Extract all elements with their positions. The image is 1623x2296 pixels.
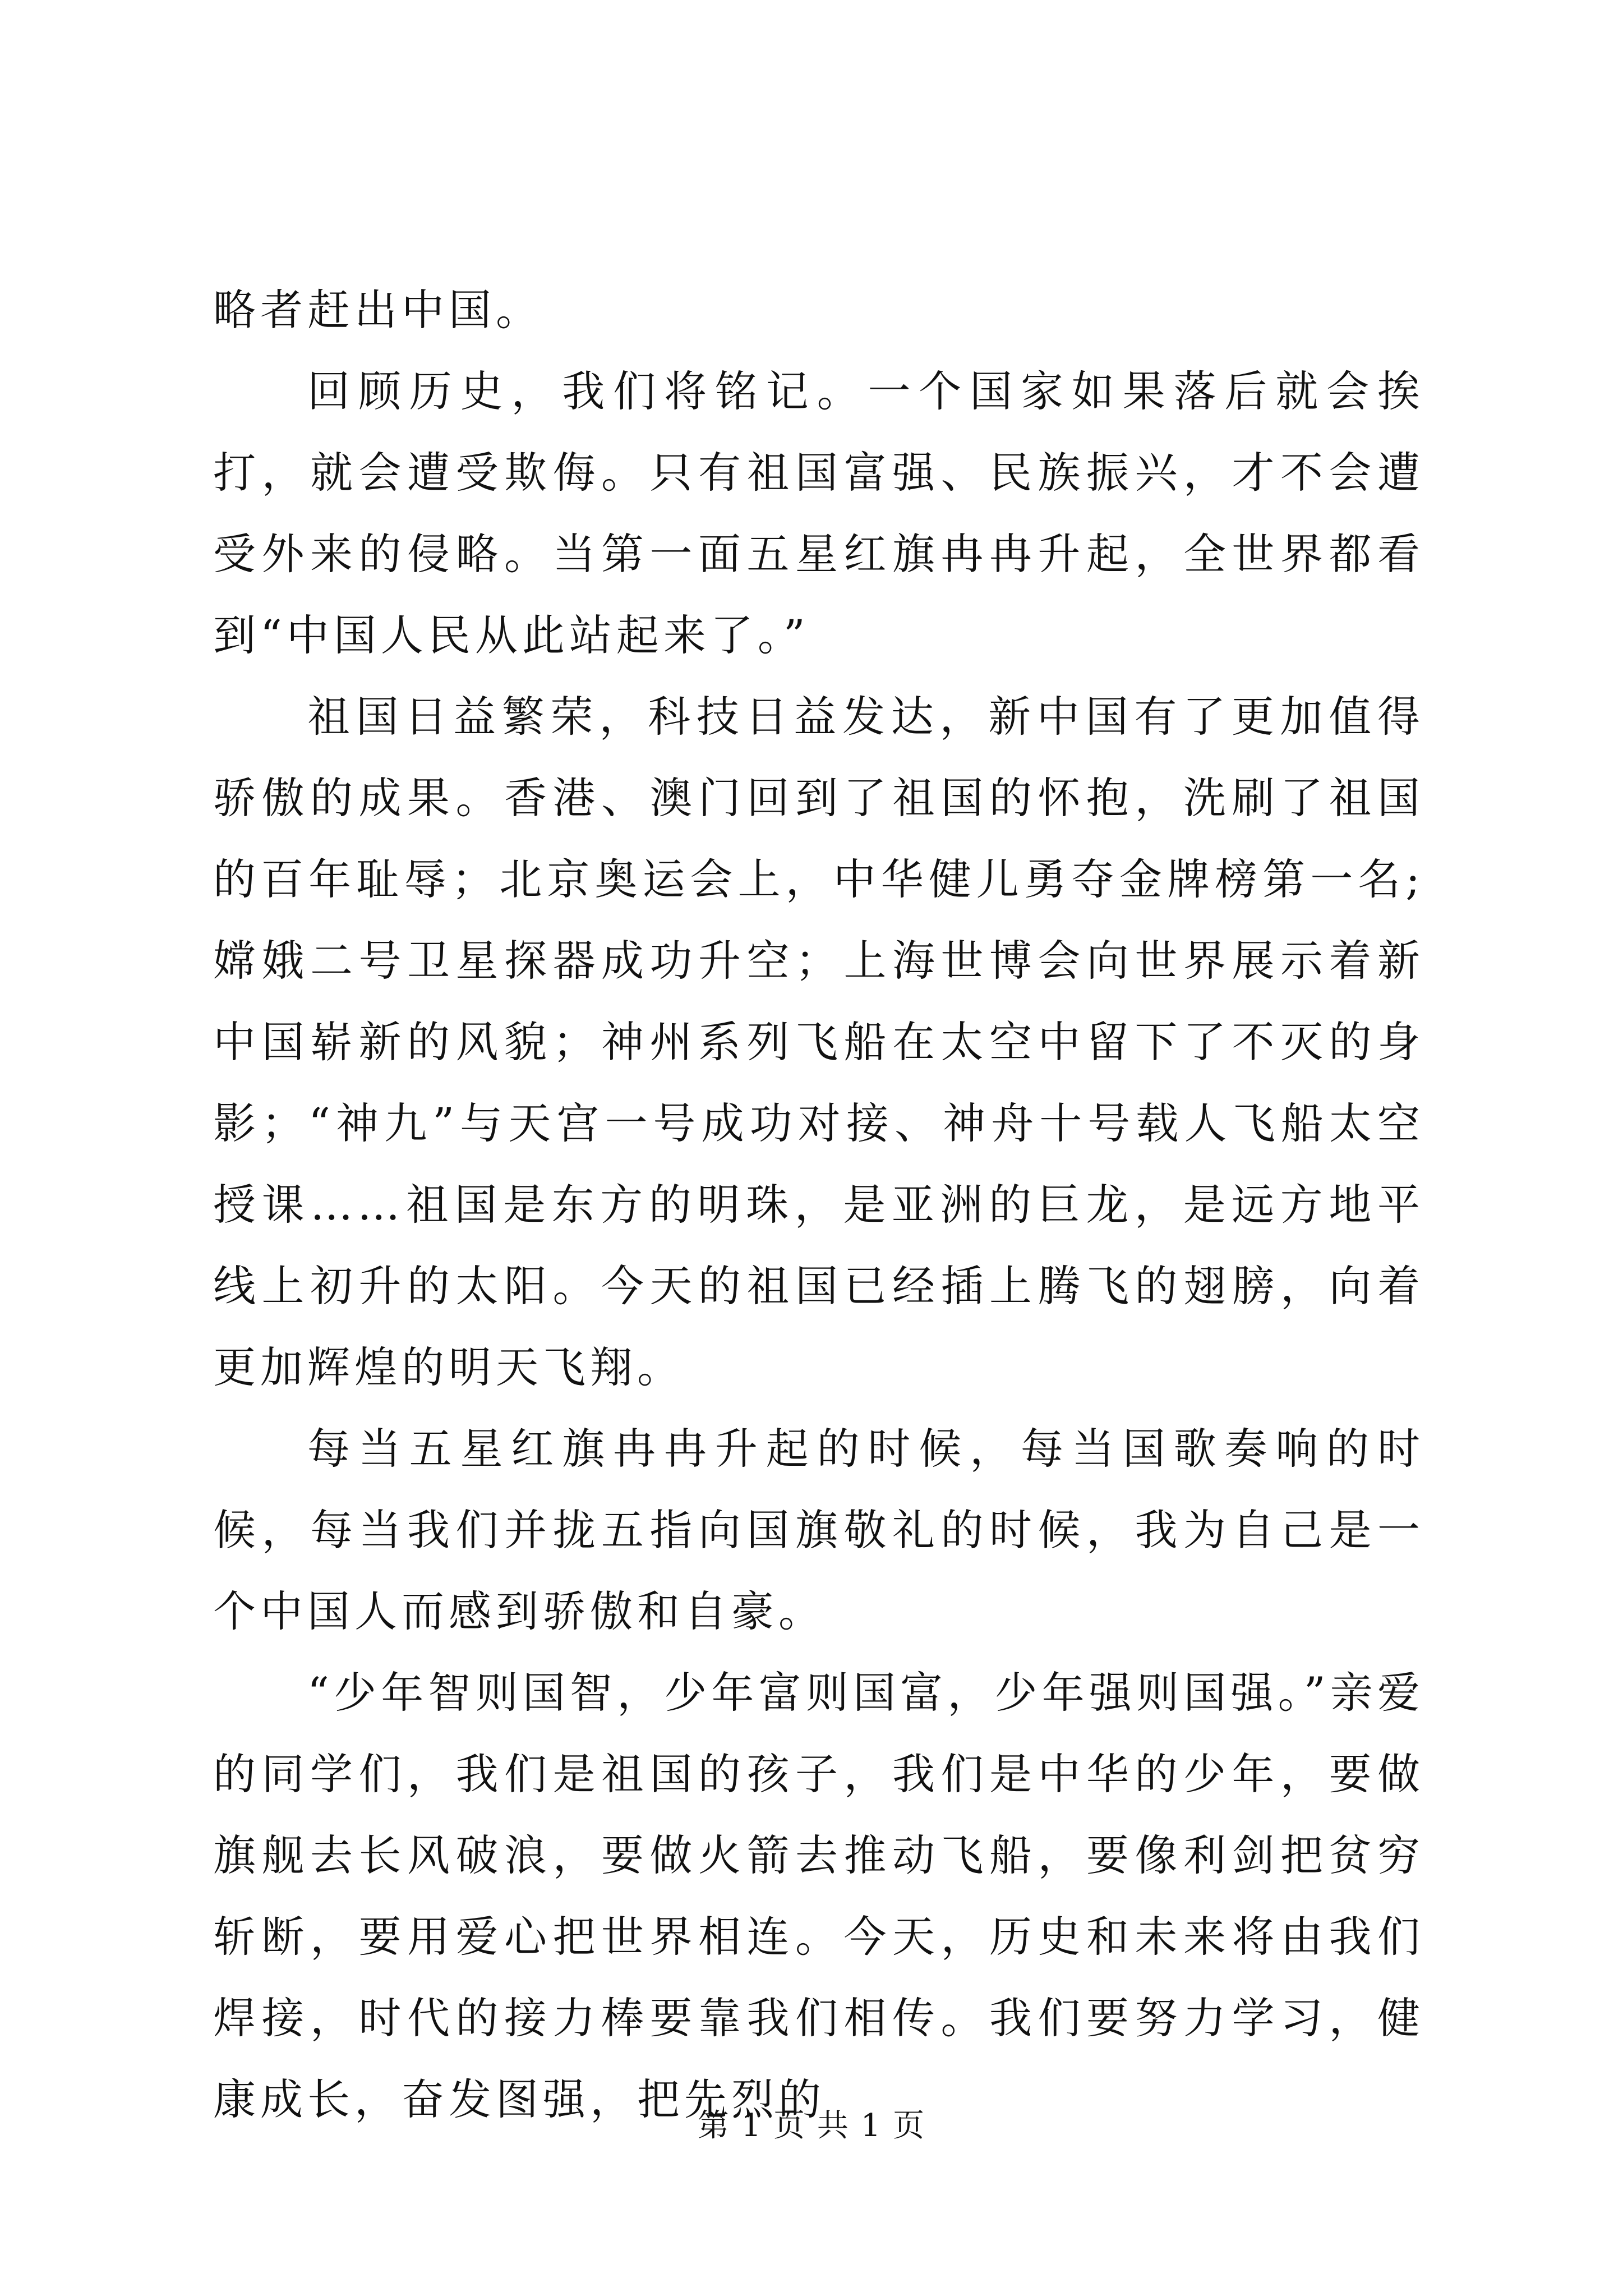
document-body (213, 269, 1424, 2140)
paragraph-2: 回顾历史，我们将铭记。一个国家如果落后就会挨打，就会遭受欺侮。只有祖国富强、民族振兴，才不会遭受外来的侵略。当第一面五星红旗冉冉升起，全世界都看到“中国人民从此站起来了。” (213, 366, 1424, 660)
paragraph-5: “少年智则国智，少年富则国富，少年强则国强。”亲爱的同学们，我们是祖国的孩子，我们是中华的少年，要做旗舰去长风破浪，要做火箭去推动飞船，要像利剑把贫穷斩断，要用爱心把世界相连。今天，历史和未来将由我们焊接，时代的接力棒要靠我们相传。我们要努力学习，健康成长，奋发图强，把先烈的 (213, 1668, 1424, 2124)
paragraph-3: 祖国日益繁荣，科技日益发达，新中国有了更加值得骄傲的成果。香港、澳门回到了祖国的怀抱，洗刷了祖国的百年耻辱；北京奥运会上，中华健儿勇夺金牌榜第一名; 嫦娥二号卫星探器成功升空；上海世博会向世界展示着新中国崭新的风貌；神州系列飞船在太空中留下了不灭的身影；“神九”与天宫一号成功对接、神舟十号载人飞船太空授课……祖国是东方的明珠，是亚洲的巨龙，是远方地平线上初升的太阳。今天的祖国已经插上腾飞的翅膀，向着更加辉煌的明天飞翔。 (213, 692, 1424, 1392)
page-footer: 第 1 页 共 1 页 (697, 2108, 926, 2144)
paragraph-4: 每当五星红旗冉冉升起的时候，每当国歌奏响的时候，每当我们并拢五指向国旗敬礼的时候，我为自己是一个中国人而感到骄傲和自豪。 (213, 1424, 1424, 1636)
paragraph-1: 略者赶出中国。 (213, 285, 543, 335)
